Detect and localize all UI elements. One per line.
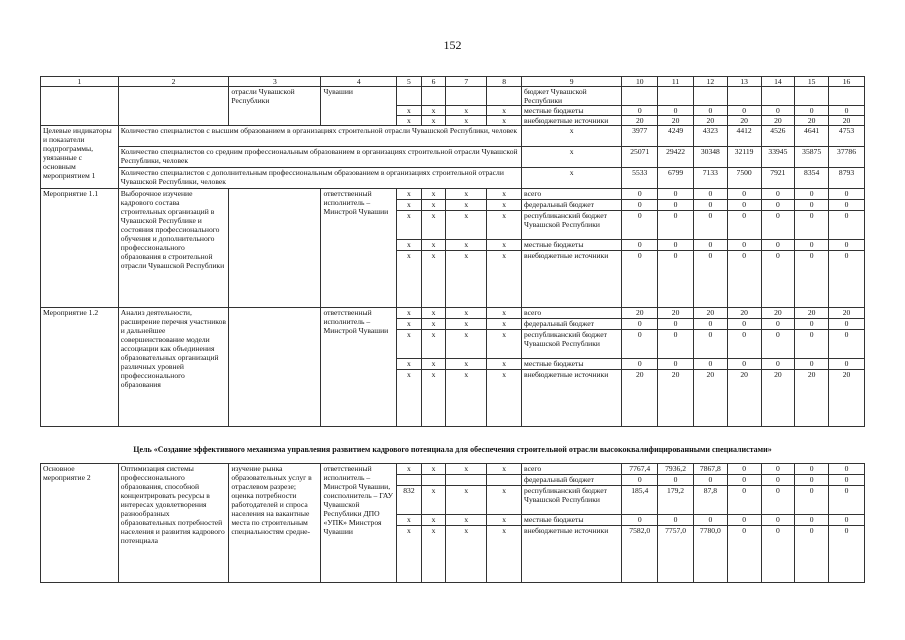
table-cell: x — [487, 189, 522, 200]
measure-label: Основное мероприятие 2 — [41, 464, 119, 583]
table-cell: x — [487, 370, 522, 427]
table-cell: 179,2 — [658, 486, 694, 515]
table-cell: 20 — [795, 370, 829, 427]
table-cell: 0 — [761, 515, 795, 526]
funding-source: республиканский бюджет Чувашской Республики — [522, 486, 622, 515]
table-cell: 0 — [829, 486, 865, 515]
table-cell: 0 — [829, 319, 865, 330]
table-cell: 0 — [727, 251, 761, 308]
table-cell: 20 — [658, 370, 694, 427]
table-cell — [658, 87, 694, 106]
table-cell: 0 — [727, 486, 761, 515]
table-cell: 20 — [829, 308, 865, 319]
table-cell: 20 — [622, 116, 658, 126]
table-cell: 0 — [829, 189, 865, 200]
table-cell: 0 — [622, 330, 658, 359]
table-row — [41, 77, 865, 87]
table-cell: x — [446, 211, 487, 240]
table-cell: 0 — [761, 251, 795, 308]
table-cell: x — [397, 319, 422, 330]
table-cell: 0 — [795, 475, 829, 486]
table-cell: 37786 — [829, 147, 865, 168]
table-cell: 0 — [761, 486, 795, 515]
table-cell — [487, 87, 522, 106]
table-cell: 0 — [761, 211, 795, 240]
table-cell: x — [421, 359, 446, 370]
table-cell: x — [487, 116, 522, 126]
table-cell: x — [487, 200, 522, 211]
table-cell: 0 — [693, 330, 727, 359]
table-cell: x — [487, 515, 522, 526]
table-cell: x — [522, 168, 622, 189]
table-cell: 32119 — [727, 147, 761, 168]
table-cell: x — [397, 464, 422, 475]
table-cell: 7133 — [693, 168, 727, 189]
table-cell: 8354 — [795, 168, 829, 189]
table-cell: 0 — [658, 319, 694, 330]
table-row — [41, 308, 865, 319]
table-cell: 7867,8 — [693, 464, 727, 475]
table-cell: x — [487, 330, 522, 359]
column-header: 11 — [658, 77, 694, 87]
table-cell: 0 — [727, 106, 761, 116]
table-cell: 0 — [622, 211, 658, 240]
table-cell: 20 — [622, 308, 658, 319]
column-header: 2 — [118, 77, 229, 87]
table-cell: 7936,2 — [658, 464, 694, 475]
table-cell: 185,4 — [622, 486, 658, 515]
table-cell: x — [446, 526, 487, 583]
table-cell — [397, 475, 422, 486]
table-cell: 0 — [727, 359, 761, 370]
table-cell: 0 — [795, 486, 829, 515]
table-cell: x — [446, 106, 487, 116]
funding-source: местные бюджеты — [522, 106, 622, 116]
table-cell: 0 — [795, 240, 829, 251]
table-cell: 35875 — [795, 147, 829, 168]
table-cell: x — [446, 240, 487, 251]
table-cell: 0 — [622, 515, 658, 526]
table-cell: x — [397, 211, 422, 240]
table-cell: 0 — [761, 359, 795, 370]
table-cell: 0 — [761, 200, 795, 211]
funding-source: республиканский бюджет Чувашской Республики — [522, 211, 622, 240]
table-cell: Чувашии — [321, 87, 397, 126]
table-cell: x — [397, 515, 422, 526]
table-cell: 0 — [693, 106, 727, 116]
table-cell: 20 — [693, 370, 727, 427]
table-cell: 20 — [727, 308, 761, 319]
table-cell: 0 — [693, 200, 727, 211]
table-cell: 0 — [761, 330, 795, 359]
table-cell: 0 — [795, 526, 829, 583]
table-cell: 0 — [658, 189, 694, 200]
table-cell: 0 — [795, 211, 829, 240]
table-cell — [41, 87, 119, 126]
table-cell: 832 — [397, 486, 422, 515]
table-cell: 0 — [622, 240, 658, 251]
table-cell: x — [397, 106, 422, 116]
funding-source: внебюджетные источники — [522, 526, 622, 583]
table-cell — [829, 87, 865, 106]
column-header: 7 — [446, 77, 487, 87]
column-header: 6 — [421, 77, 446, 87]
table-cell: 7780,0 — [693, 526, 727, 583]
table-cell: x — [421, 251, 446, 308]
table-cell: x — [397, 189, 422, 200]
table-cell: 0 — [727, 464, 761, 475]
table-cell: 0 — [727, 526, 761, 583]
table-cell: x — [487, 251, 522, 308]
funding-source: федеральный бюджет — [522, 200, 622, 211]
funding-source: всего — [522, 189, 622, 200]
funding-source: республиканский бюджет Чувашской Республики — [522, 330, 622, 359]
table-cell: 4412 — [727, 126, 761, 147]
table-cell: x — [397, 330, 422, 359]
table-cell: 0 — [829, 106, 865, 116]
table-cell: 0 — [658, 251, 694, 308]
funding-source: местные бюджеты — [522, 359, 622, 370]
table-cell — [727, 87, 761, 106]
indicator-text: Количество специалистов со средним профессиональным образованием в организациях строительной отрасли Чувашской Республики, человек — [118, 147, 521, 168]
table-cell: 33945 — [761, 147, 795, 168]
table-cell: 0 — [658, 330, 694, 359]
measure-label: Мероприятие 1.1 — [41, 189, 119, 308]
measure-description: Выборочное изучение кадрового состава строительных организаций в Чувашской Республике и состояния профессионального обучения и дополнительного профессионального образования в строительной отрасли Чувашской Республики — [118, 189, 229, 308]
table-cell: x — [421, 486, 446, 515]
table-cell: 0 — [727, 189, 761, 200]
table-cell: 7767,4 — [622, 464, 658, 475]
table-cell — [446, 475, 487, 486]
table-cell: x — [421, 116, 446, 126]
table-cell — [229, 189, 321, 308]
column-header: 16 — [829, 77, 865, 87]
table-cell: 20 — [795, 116, 829, 126]
column-header: 8 — [487, 77, 522, 87]
funding-source: местные бюджеты — [522, 240, 622, 251]
table-cell: 20 — [761, 308, 795, 319]
table-cell: x — [522, 147, 622, 168]
table-cell: 0 — [829, 330, 865, 359]
table-cell: x — [487, 319, 522, 330]
table-cell: 0 — [622, 319, 658, 330]
table-cell: 20 — [829, 116, 865, 126]
table-cell: 0 — [693, 240, 727, 251]
table-cell: x — [421, 211, 446, 240]
column-header: 1 — [41, 77, 119, 87]
table-cell: 0 — [622, 475, 658, 486]
table-cell — [421, 475, 446, 486]
table-cell: 0 — [761, 240, 795, 251]
table-cell: 0 — [727, 200, 761, 211]
funding-source: федеральный бюджет — [522, 319, 622, 330]
table-cell: 0 — [795, 515, 829, 526]
table-cell: x — [487, 211, 522, 240]
table-cell: x — [446, 319, 487, 330]
table-cell: x — [446, 359, 487, 370]
table-cell: 0 — [727, 475, 761, 486]
table-cell: 29422 — [658, 147, 694, 168]
table-cell: x — [487, 240, 522, 251]
table-cell: 6799 — [658, 168, 694, 189]
table-row — [41, 147, 865, 168]
table-cell: 7921 — [761, 168, 795, 189]
table-cell: 0 — [829, 526, 865, 583]
table-cell: 0 — [829, 359, 865, 370]
table-cell: 0 — [829, 515, 865, 526]
table-cell: 0 — [761, 189, 795, 200]
table-cell: 0 — [829, 240, 865, 251]
table-cell: 0 — [829, 475, 865, 486]
table-cell: 20 — [761, 116, 795, 126]
column-header: 12 — [693, 77, 727, 87]
table-cell: 0 — [658, 359, 694, 370]
table-cell — [118, 87, 229, 126]
table-cell: 0 — [693, 475, 727, 486]
table-cell — [693, 87, 727, 106]
table-cell: 0 — [693, 319, 727, 330]
table-cell: x — [397, 200, 422, 211]
table-cell: 20 — [829, 370, 865, 427]
program-table-om2 — [40, 463, 865, 583]
table-cell: 0 — [622, 189, 658, 200]
table-cell: 0 — [658, 200, 694, 211]
table-cell: 3977 — [622, 126, 658, 147]
funding-source: всего — [522, 308, 622, 319]
table-cell: x — [446, 464, 487, 475]
table-cell: x — [397, 251, 422, 308]
table-cell — [761, 87, 795, 106]
table-cell: 0 — [829, 251, 865, 308]
table-cell: 20 — [727, 116, 761, 126]
measure-label: Мероприятие 1.2 — [41, 308, 119, 427]
table-cell: 0 — [727, 330, 761, 359]
table-cell: x — [421, 515, 446, 526]
table-cell: 0 — [622, 106, 658, 116]
target-indicators-label: Целевые индикаторы и показатели подпрограммы, увязанные с основным мероприятием 1 — [41, 126, 119, 189]
table-cell: 20 — [658, 116, 694, 126]
table-cell: 0 — [795, 200, 829, 211]
table-cell: 0 — [829, 211, 865, 240]
table-cell: x — [421, 464, 446, 475]
table-cell: x — [421, 200, 446, 211]
table-row — [41, 168, 865, 189]
table-cell: 20 — [693, 116, 727, 126]
funding-source: местные бюджеты — [522, 515, 622, 526]
table-cell: 0 — [761, 106, 795, 116]
table-cell: 0 — [727, 240, 761, 251]
column-header: 5 — [397, 77, 422, 87]
table-cell: 0 — [622, 359, 658, 370]
table-cell: x — [397, 526, 422, 583]
column-header: 4 — [321, 77, 397, 87]
table-cell: 7582,0 — [622, 526, 658, 583]
table-cell: 5533 — [622, 168, 658, 189]
table-cell: 20 — [727, 370, 761, 427]
table-cell: x — [446, 515, 487, 526]
table-cell: 0 — [693, 251, 727, 308]
table-cell: бюджет Чувашской Республики — [522, 87, 622, 106]
table-cell: 0 — [693, 189, 727, 200]
table-cell: x — [397, 116, 422, 126]
column-header: 10 — [622, 77, 658, 87]
table-cell: 20 — [795, 308, 829, 319]
measure-description: Оптимизация системы профессионального образования, способной концентрировать ресурсы в интересах удовлетворения разнообразных образовательных потребностей населения и развития кадрового потенциала — [118, 464, 229, 583]
table-cell: x — [421, 308, 446, 319]
column-header: 3 — [229, 77, 321, 87]
table-cell: 0 — [795, 359, 829, 370]
table-cell: 7500 — [727, 168, 761, 189]
table-cell: 0 — [795, 251, 829, 308]
table-cell: x — [487, 359, 522, 370]
table-cell: x — [446, 200, 487, 211]
table-cell — [229, 308, 321, 427]
table-cell: 0 — [795, 464, 829, 475]
column-header: 14 — [761, 77, 795, 87]
table-cell — [446, 87, 487, 106]
table-row — [41, 189, 865, 200]
table-cell: 4526 — [761, 126, 795, 147]
table-cell: 25071 — [622, 147, 658, 168]
table-cell: 0 — [622, 200, 658, 211]
table-cell: 0 — [761, 464, 795, 475]
table-cell: 0 — [795, 189, 829, 200]
funding-source: внебюджетные источники — [522, 370, 622, 427]
table-cell: 0 — [829, 200, 865, 211]
funding-source: внебюджетные источники — [522, 251, 622, 308]
table-cell: x — [397, 359, 422, 370]
measure-description: Анализ деятельности, расширение перечня участников и дальнейшее совершенствование модели ассоциации как объединения образовательных организаций различных уровней профессионального образования — [118, 308, 229, 427]
column-header: 9 — [522, 77, 622, 87]
table-cell: 30348 — [693, 147, 727, 168]
table-cell: x — [487, 308, 522, 319]
table-cell: x — [446, 189, 487, 200]
indicator-text: Количество специалистов с высшим образованием в организациях строительной отрасли Чувашской Республики, человек — [118, 126, 521, 147]
table-cell: x — [446, 330, 487, 359]
table-cell — [795, 87, 829, 106]
table-cell: 0 — [693, 211, 727, 240]
table-cell: x — [421, 526, 446, 583]
column-header: 15 — [795, 77, 829, 87]
table-cell: 0 — [693, 515, 727, 526]
table-cell: 8793 — [829, 168, 865, 189]
table-cell: x — [487, 526, 522, 583]
table-cell: 0 — [795, 330, 829, 359]
table-cell: x — [397, 240, 422, 251]
table-cell — [397, 87, 422, 106]
table-cell: 0 — [658, 475, 694, 486]
table-cell: 0 — [761, 526, 795, 583]
table-cell: 0 — [658, 106, 694, 116]
table-cell: x — [446, 308, 487, 319]
table-cell: 20 — [622, 370, 658, 427]
table-cell: 20 — [761, 370, 795, 427]
table-row — [41, 87, 865, 106]
funding-source: всего — [522, 464, 622, 475]
table-cell: 0 — [622, 251, 658, 308]
table-cell: x — [397, 370, 422, 427]
table-cell: x — [421, 330, 446, 359]
table-cell: 7757,0 — [658, 526, 694, 583]
funding-source: внебюджетные источники — [522, 116, 622, 126]
page-number: 152 — [443, 38, 462, 52]
responsible-executor: ответственный исполнитель – Минстрой Чувашии — [321, 189, 397, 308]
funding-source: федеральный бюджет — [522, 475, 622, 486]
table-cell: изучение рынка образовательных услуг в отраслевом разрезе; оценка потребности работодателей и спроса населения на вакантные места по строительным специальностям средне- — [229, 464, 321, 583]
table-cell: x — [446, 486, 487, 515]
responsible-executor: ответственный исполнитель – Минстрой Чувашии, соисполнитель – ГАУ Чувашской Республики ДПО «УПК» Минстроя Чувашии — [321, 464, 397, 583]
table-cell: 4753 — [829, 126, 865, 147]
table-cell: 0 — [829, 464, 865, 475]
table-cell: 4249 — [658, 126, 694, 147]
table-cell: 4323 — [693, 126, 727, 147]
table-cell: x — [446, 370, 487, 427]
table-cell: 0 — [761, 319, 795, 330]
column-header: 13 — [727, 77, 761, 87]
table-cell: x — [487, 486, 522, 515]
table-cell: 0 — [693, 359, 727, 370]
table-cell: x — [421, 319, 446, 330]
table-row — [41, 126, 865, 147]
table-cell: 20 — [658, 308, 694, 319]
table-cell: x — [487, 464, 522, 475]
table-cell: 0 — [795, 319, 829, 330]
responsible-executor: ответственный исполнитель – Минстрой Чувашии — [321, 308, 397, 427]
table-cell: 0 — [658, 515, 694, 526]
table-cell: x — [446, 251, 487, 308]
table-cell — [487, 475, 522, 486]
table-cell: 0 — [658, 240, 694, 251]
table-cell: 20 — [693, 308, 727, 319]
table-cell: x — [421, 370, 446, 427]
table-cell: 0 — [658, 211, 694, 240]
table-cell: x — [421, 240, 446, 251]
table-cell — [421, 87, 446, 106]
table-cell — [622, 87, 658, 106]
table-cell: 0 — [761, 475, 795, 486]
table-cell: 87,8 — [693, 486, 727, 515]
table-cell: 0 — [727, 211, 761, 240]
table-cell: x — [487, 106, 522, 116]
table-row — [41, 464, 865, 475]
table-cell: x — [421, 106, 446, 116]
table-cell: 0 — [727, 319, 761, 330]
table-cell: x — [421, 189, 446, 200]
table-cell: x — [446, 116, 487, 126]
program-table — [40, 76, 865, 427]
table-cell: 4641 — [795, 126, 829, 147]
goal-heading: Цель «Создание эффективного механизма управления развитием кадрового потенциала для обеспечения строительной отрасли высококвалифицированными специалистами» — [133, 445, 772, 454]
table-cell: x — [397, 308, 422, 319]
indicator-text: Количество специалистов с дополнительным профессиональным образованием в организациях строительной отрасли Чувашской Республики, человек — [118, 168, 521, 189]
table-cell: 0 — [727, 515, 761, 526]
table-cell: отрасли Чувашской Республики — [229, 87, 321, 126]
table-cell: 0 — [795, 106, 829, 116]
table-cell: x — [522, 126, 622, 147]
